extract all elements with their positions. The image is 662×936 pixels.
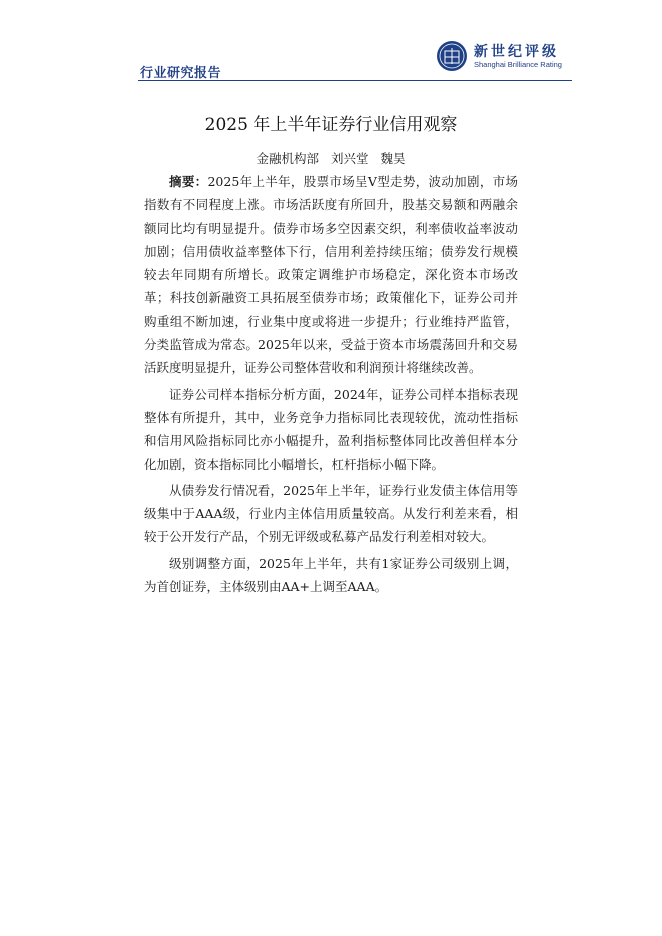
report-category: 行业研究报告 — [140, 66, 222, 81]
abstract-paragraph — [144, 170, 518, 380]
abstract-text: 2025年上半年，股票市场呈V型走势，波动加剧，市场指数有不同程度上涨。市场活跃度有所回升，股基交易额和两融余额同比均有明显提升。债券市场多空因素交织，利率债收益率波动加剧；信用债收益率整体下行，信用利差持续压缩；债券发行规模较去年同期有所增长。政策定调维护市场稳定，深化资本市场改革；科技创新融资工具拓展至债券市场；政策催化下，证券公司并购重组不断加速，行业集中度或将进一步提升；行业维持严监管，分类监管成为常态。2025年以来，受益于资本市场震荡回升和交易活跃度明显提升，证券公司整体营收和利润预计将继续改善。 — [144, 174, 518, 376]
body-paragraph: 级别调整方面，2025年上半年，共有1家证券公司级别上调，为首创证券，主体级别由AA+上调至AAA。 — [144, 555, 518, 595]
author-line — [0, 149, 662, 167]
body-paragraph: 从债券发行情况看，2025年上半年，证券行业发债主体信用等级集中于AAA级，行业内主体信用质量较高。从发行利差来看，相较于公开发行产品，个别无评级或私募产品发行利差相对较大。 — [144, 482, 518, 545]
body-paragraph: 证券公司样本指标分析方面，2024年，证券公司样本指标表现整体有所提升，其中，业务竞争力指标同比表现较优，流动性指标和信用风险指标同比亦小幅提升，盈利指标整体同比改善但样本分化加剧，资本指标同比小幅增长，杠杆指标小幅下降。 — [144, 386, 518, 472]
company-logo — [436, 36, 572, 76]
abstract-label: 摘要： — [169, 174, 208, 189]
logo-emblem-icon — [436, 40, 468, 72]
page-header — [138, 36, 572, 82]
author-name: 魏昊 — [380, 151, 406, 166]
author-department: 金融机构部 — [256, 151, 319, 166]
report-title: 2025 年上半年证券行业信用观察 — [204, 115, 458, 135]
header-divider — [138, 80, 572, 81]
author-name: 刘兴堂 — [330, 151, 369, 166]
logo-english-name: Shanghai Brilliance Rating — [474, 60, 562, 69]
logo-chinese-name: 新世纪评级 — [474, 44, 559, 60]
report-body — [144, 170, 518, 601]
